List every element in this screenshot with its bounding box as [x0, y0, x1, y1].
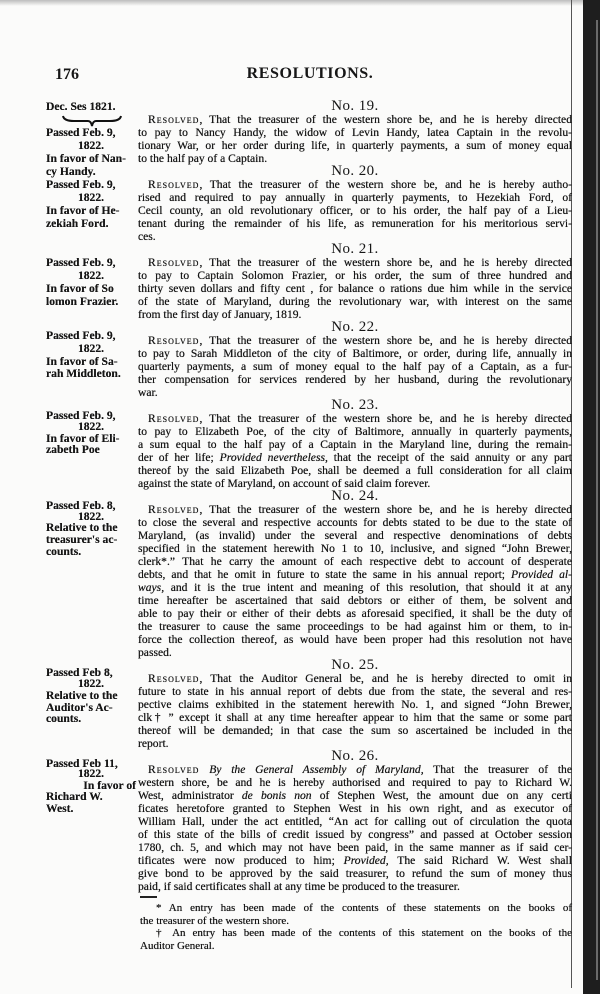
margin-note: cy Handy. — [46, 165, 96, 178]
body-line: 1780, ch. 5, and which may not have been paid, in the same manner as if said cer- — [138, 841, 572, 854]
italic-phrase: Provided, — [343, 854, 389, 867]
margin-note: 1822. — [77, 766, 105, 780]
margin-note: 1822. — [77, 509, 105, 523]
margin-note: 1822. — [77, 419, 105, 433]
margin-note: Passed Feb 11, — [46, 756, 118, 770]
footnote-line: * An entry has been made of the contents of these statements on the books of — [156, 902, 572, 914]
resolution-number: No. 23. — [331, 397, 379, 413]
body-line: force the collection thereof, as would have been proper had this resolution not have — [138, 633, 572, 646]
italic-phrase: Provided nevertheless, — [219, 451, 328, 464]
text-segment: That the treasurer of the — [423, 763, 572, 776]
resolution-number: No. 22. — [331, 319, 379, 335]
body-line: passed. — [138, 646, 172, 659]
body-line — [148, 503, 572, 516]
body-line — [148, 763, 572, 776]
text-segment: , That the treasurer of the western shore be, and he is hereby directed — [199, 412, 572, 425]
body-line: rised and required to pay annually in quarterly payments, to Hezekiah Ford, of — [138, 191, 572, 204]
margin-note: 1822. — [77, 191, 105, 204]
margin-note: Passed Feb. 9, — [46, 256, 116, 269]
margin-note: treasurer's ac- — [46, 532, 118, 546]
margin-note: counts. — [46, 712, 82, 726]
body-line: Cecil county, an old revolutionary officer, or to his order, the half pay of a Lieu- — [138, 204, 572, 217]
body-line: to pay to Elizabeth Poe, of the city of Baltimore, annually in quarterly payments, — [138, 425, 572, 438]
resolution-number: No. 19. — [331, 98, 379, 114]
italic-phrase: Provided al- — [511, 568, 572, 581]
margin-note: Relative to the — [46, 521, 118, 535]
margin-note: zekiah Ford. — [46, 217, 109, 230]
italic-phrase: By the General Assembly of Maryland, — [209, 763, 424, 776]
text-segment: The said Richard W. West shall — [388, 854, 572, 867]
footnote-line: the treasurer of the western shore. — [140, 914, 290, 927]
body-line: tenant during the remainder of his life, as remuneration for his meritorious servi- — [138, 217, 572, 230]
body-line — [148, 412, 572, 425]
body-line — [148, 672, 572, 685]
body-line: tionary War, or her order during life, in quarterly payments, a sum of money equal — [138, 139, 572, 152]
margin-note: Relative to the — [46, 688, 118, 702]
margin-note: 1822. — [77, 341, 105, 355]
margin-note: Passed Feb. 9, — [46, 126, 116, 139]
body-line: quarterly payments, a sum of money equal to the half pay of a Captain, as a fur- — [138, 360, 572, 373]
text-segment: der of her life; — [138, 451, 220, 464]
body-line: the treasurer to cause the same proceedings to be had against him or them, to in- — [138, 620, 572, 633]
body-line: to pay to Nancy Handy, the widow of Levin Handy, latea Captain in the revolu- — [138, 126, 572, 139]
body-line: to pay to Sarah Middleton of the city of Baltimore, or order, during life, annually in — [138, 347, 572, 360]
body-line: to close the several and respective accounts for debts stated to be due to the state of — [138, 516, 572, 529]
margin-note: counts. — [46, 544, 82, 558]
resolved-word: Resolved — [148, 256, 200, 269]
body-line: future to state in his annual report of debts due from the state, the several and res- — [138, 685, 572, 698]
text-segment: tificates were now produced to him; — [138, 854, 344, 867]
resolved-word: Resolved — [148, 178, 200, 191]
margin-note: Passed Feb. 8, — [46, 499, 116, 513]
resolved-word: Resolved — [148, 672, 200, 685]
footnote-line: † An entry has been made of the contents of this statement on the books of the — [156, 927, 572, 939]
italic-phrase: de bonis non — [241, 789, 312, 802]
text-segment: , That the treasurer of the western shore be, and he is hereby autho- — [199, 178, 572, 191]
body-line — [138, 568, 572, 581]
body-line: ficates heretofore granted to Stephen West in his own right, and as executor of — [138, 802, 572, 815]
text-segment: that the receipt of the said annuity or any part — [327, 451, 572, 464]
margin-note: 1822. — [77, 139, 105, 152]
body-line: clk† ” except it shall at any time hereafter appear to him that the same or some part — [138, 711, 572, 724]
resolved-word: Resolved — [148, 334, 200, 347]
margin-note: rah Middleton. — [46, 366, 121, 380]
resolved-word: Resolved — [148, 113, 200, 126]
text-segment: and it is the true intent and meaning of this resolution, that should it at any — [164, 581, 572, 594]
resolution-number: No. 24. — [331, 488, 379, 504]
body-line — [148, 178, 572, 191]
body-line: western shore, be and he is hereby authorised and required to pay to Richard W. — [138, 776, 572, 789]
body-line: of the state of Maryland, during the revolutionary war, with interest on the same — [138, 295, 572, 308]
body-line: ces. — [138, 230, 156, 243]
text-segment: , That the treasurer of the western shore be, and he is hereby directed — [199, 503, 572, 516]
margin-note: In favor of Eli- — [46, 431, 120, 445]
margin-note: West. — [46, 802, 74, 815]
margin-note: 1822. — [77, 677, 105, 691]
resolution-number: No. 21. — [331, 241, 379, 257]
body-line: to the half pay of a Captain. — [138, 152, 268, 165]
margin-note: Passed Feb. 9, — [46, 328, 116, 342]
text-segment: West, administrator — [138, 789, 242, 802]
margin-note: Passed Feb 8, — [46, 665, 113, 679]
resolved-word: Resolved — [148, 503, 200, 516]
body-line: of this state of the bills of credit issued by congress” and passed at October session — [138, 828, 572, 841]
margin-note: Passed Feb. 9, — [46, 178, 116, 191]
brace-icon — [62, 114, 122, 126]
running-title: RESOLUTIONS. — [246, 65, 374, 82]
scan-edge-shadow — [0, 0, 600, 6]
body-line: William Hall, under the act entitled, “An act for calling out of circulation the quota — [138, 815, 572, 828]
text-segment: debts, and that he omit in future to state the same in his annual report; — [138, 568, 512, 581]
text-segment: , That the treasurer of the western shore be, and he is hereby directed — [199, 334, 572, 347]
margin-note: Auditor's Ac- — [46, 700, 113, 714]
body-line: thereof by the said Elizabeth Poe, shall be deemed a full consideration for all claim — [138, 464, 572, 477]
margin-note: zabeth Poe — [46, 443, 100, 457]
resolution-number: No. 25. — [331, 657, 379, 673]
body-line: able to pay their or either of their debts as aforesaid specified, it shall be the duty of — [138, 607, 572, 620]
text-segment: , That the Auditor General be, and he is hereby directed to omit in — [199, 672, 572, 685]
page-number: 176 — [55, 66, 79, 83]
body-line: against the state of Maryland, on account of said claim forever. — [138, 477, 431, 490]
text-segment — [199, 763, 209, 776]
margin-note: In favor of So — [46, 282, 114, 295]
margin-note: lomon Frazier. — [46, 295, 119, 308]
body-line: specified in the statement herewith No 1 to 10, inclusive, and signed “John Brewer, — [138, 542, 572, 555]
text-segment: , That the treasurer of the western shore be, and he is hereby directed — [199, 113, 572, 126]
body-line — [138, 451, 572, 464]
margin-note: In favor of Sa- — [46, 354, 118, 368]
resolved-word: Resolved — [148, 412, 200, 425]
scan-edge-bar — [583, 0, 600, 994]
body-line: a sum equal to the half pay of a Captain in the Maryland line, during the remain- — [138, 438, 572, 451]
session-note: Dec. Ses 1821. — [46, 100, 116, 113]
body-line — [138, 789, 572, 802]
body-line: pective claims exhibited in the statement herewith No. 1, and signed “John Brewer, — [138, 698, 572, 711]
body-line: report. — [138, 737, 169, 750]
footnote-line: Auditor General. — [140, 940, 215, 952]
resolved-word: Resolved — [148, 763, 200, 776]
body-line: Maryland, (as invalid) under the several and respective denominations of debts — [138, 529, 572, 542]
body-line: give bond to be approved by the said treasurer, to refund the sum of money thus — [138, 867, 572, 880]
text-segment: , That the treasurer of the western shore be, and he is hereby directed — [199, 256, 572, 269]
body-line — [148, 256, 572, 269]
resolution-number: No. 26. — [331, 748, 379, 764]
footnote-rule — [140, 896, 157, 898]
margin-note: Passed Feb. 9, — [46, 409, 116, 423]
body-line: thereof will be demanded; in that case the sum so ascertained be included in the — [138, 724, 572, 737]
body-line: paid, if said certificates shall at any time be produced to the treasurer. — [138, 880, 460, 893]
body-line — [148, 334, 572, 347]
body-line: time hereafter be ascertained that said debtors or either of them, be solvent and — [138, 594, 572, 607]
margin-note: Richard W. — [46, 790, 103, 804]
margin-note: 1822. — [77, 269, 105, 282]
body-line: to pay to Captain Solomon Frazier, or his order, the sum of three hundred and — [138, 269, 572, 282]
body-line: ther compensation for services rendered by her husband, during the revolutionary — [138, 373, 572, 386]
italic-phrase: ways, — [138, 581, 165, 594]
body-line — [138, 581, 572, 594]
text-segment: of Stephen West, the amount due on any certi — [311, 789, 572, 802]
resolution-number: No. 20. — [331, 163, 379, 179]
body-line: clerk*.” That he carry the amount of each respective debt to account of desperate — [138, 555, 572, 568]
margin-note: In favor of — [83, 778, 136, 792]
body-line: war. — [138, 386, 158, 399]
body-line: thirty seven dollars and fifty cent , for balance o rations due him while in the service — [138, 282, 572, 295]
body-line — [138, 854, 572, 867]
body-line — [148, 113, 572, 126]
margin-note: In favor of Nan- — [46, 152, 126, 165]
margin-note: In favor of He- — [46, 204, 120, 217]
body-line: from the first day of January, 1819. — [138, 308, 302, 321]
